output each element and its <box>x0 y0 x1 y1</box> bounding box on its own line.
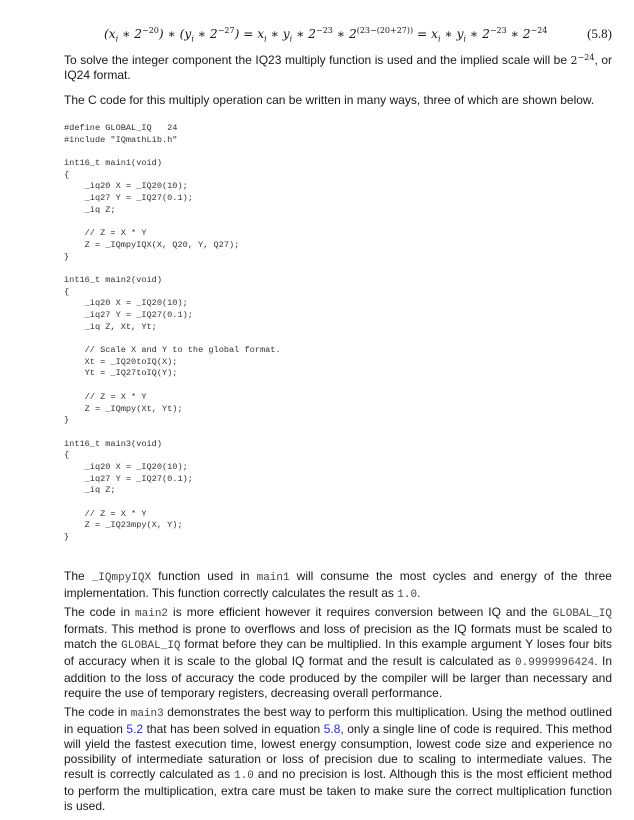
equation-expression: ($x_i$ ∗ $2^{-20}$) ∗ ($y_i$ ∗ $2^{-27}) = x_i$ ∗ $y_i$ ∗ $2^{-23}$ ∗ $2^{(23-(20+27))} = x_i$ ∗ $y_i$ ∗ $2^{-23}$ ∗ $2^{-24}$ <box>104 26 548 44</box>
code-line: { <box>64 169 70 180</box>
inline-code: 1.0 <box>234 770 254 782</box>
text-run: demonstrates the best way to perform this multiplication. Using the method outlined in equation <box>64 705 612 736</box>
text-run: format before they can be multiplied. In this example argument Y loses four bits of accuracy when it is scale to the global IQ format and the result is calculated as <box>64 637 612 668</box>
inline-code: GLOBAL_IQ <box>121 640 181 652</box>
code-line: } <box>64 251 70 262</box>
code-line: // Z = X * Y <box>64 391 147 402</box>
code-line: } <box>64 532 70 543</box>
text-run: The code in <box>64 705 131 719</box>
code-line: Z = _IQmpyIQX(X, Q20, Y, Q27); <box>64 239 240 250</box>
text-run: The code in <box>64 605 136 619</box>
code-line <box>64 333 281 345</box>
inline-code: main1 <box>256 572 290 584</box>
code-line: // Z = X * Y <box>64 508 147 519</box>
text-run: The C code for this multiply operation can be written in many ways, three of which are shown below. <box>64 93 595 107</box>
code-line: _iq27 Y = _IQ27(0.1); <box>64 473 193 484</box>
text-run: formats. This method is prone to overflows and loss of precision as the IQ formats must be scaled to match the <box>64 622 612 651</box>
code-line: Xt = _IQ20toIQ(X); <box>64 356 178 367</box>
equation-link[interactable]: 5.8 <box>323 722 341 736</box>
code-line: _iq20 X = _IQ20(10); <box>64 461 188 472</box>
inline-code: _IQmpyIQX <box>91 572 152 584</box>
code-line: int16_t main3(void) <box>64 438 162 449</box>
code-line: _iq27 Y = _IQ27(0.1); <box>64 193 193 204</box>
code-line: Z = _IQmpy(Xt, Yt); <box>64 403 183 414</box>
code-line: int16_t main2(void) <box>64 274 162 285</box>
code-line: { <box>64 450 70 461</box>
paragraph-code-intro <box>64 93 612 108</box>
code-line: Z = _IQ23mpy(X, Y); <box>64 520 183 531</box>
code-line <box>64 217 281 229</box>
code-line <box>64 380 281 392</box>
code-listing <box>64 123 281 544</box>
text-run: To solve the integer component the IQ23 multiply function is used and the implied scale will be <box>64 53 571 67</box>
inline-code: 0.9999996424 <box>515 657 595 669</box>
text-run: . In addition to the loss of accuracy the code produced by the compiler will be larger than necessary and require the use of temporary registers, decreasing overall performance. <box>64 654 612 700</box>
inline-code: 1.0 <box>397 589 418 601</box>
code-line <box>64 427 281 439</box>
code-line <box>64 146 281 158</box>
inline-code: main3 <box>130 708 164 720</box>
text-run: will consume the most cycles and energy of the three implementation. This function correctly calculates the result as <box>64 569 612 600</box>
text-run: . <box>417 586 421 600</box>
code-line: _iq Z; <box>64 485 116 496</box>
code-line: // Scale X and Y to the global format. <box>64 345 281 356</box>
math-base: 2 <box>570 54 578 67</box>
paragraph-main3 <box>64 705 612 814</box>
code-line <box>64 263 281 275</box>
code-line: _iq20 X = _IQ20(10); <box>64 298 188 309</box>
code-line <box>64 497 281 509</box>
code-line: _iq Z; <box>64 204 116 215</box>
math-exponent: −24 <box>577 53 595 62</box>
code-line: _iq27 Y = _IQ27(0.1); <box>64 310 193 320</box>
code-line: // Z = X * Y <box>64 228 147 239</box>
text-run: , only a single line of code is required. This method will yield the fastest execution time, lowest energy consumption, lowest code size and experience no possibility of intermediate saturation or loss of precision due to scaling to intermediate values. The result is correctly calculated as <box>64 722 612 781</box>
math-power <box>571 54 595 67</box>
text-run: and no precision is lost. Although this is the most efficient method to perform the multiplication, extra care must be taken to make sure the correct multiplication function is used. <box>64 767 612 813</box>
code-line: _iq20 X = _IQ20(10); <box>64 181 188 192</box>
code-line: int16_t main1(void) <box>64 158 162 169</box>
equation-link[interactable]: 5.2 <box>126 722 144 736</box>
inline-code: main2 <box>135 608 169 620</box>
text-run: The <box>64 569 92 583</box>
paragraph-main1 <box>64 569 612 603</box>
text-run: , or IQ24 format. <box>64 53 612 82</box>
code-line: #include "IQmathLib.h" <box>64 134 178 145</box>
code-line: } <box>64 415 70 426</box>
code-line: Yt = _IQ27toIQ(Y); <box>64 368 178 379</box>
text-run: that has been solved in equation <box>143 722 324 736</box>
code-line: { <box>64 286 70 297</box>
code-line: _iq Z, Xt, Yt; <box>64 321 157 332</box>
equation-number: (5.8) <box>587 26 612 41</box>
text-run: is more efficient however it requires conversion between IQ and the <box>168 605 553 619</box>
equation-5-8 <box>0 26 634 46</box>
code-line: #define GLOBAL_IQ 24 <box>64 123 178 133</box>
text-run: function used in <box>151 569 257 583</box>
paragraph-iq24-scale <box>64 53 612 83</box>
paragraph-main2 <box>64 605 612 701</box>
inline-code: GLOBAL_IQ <box>552 608 613 620</box>
